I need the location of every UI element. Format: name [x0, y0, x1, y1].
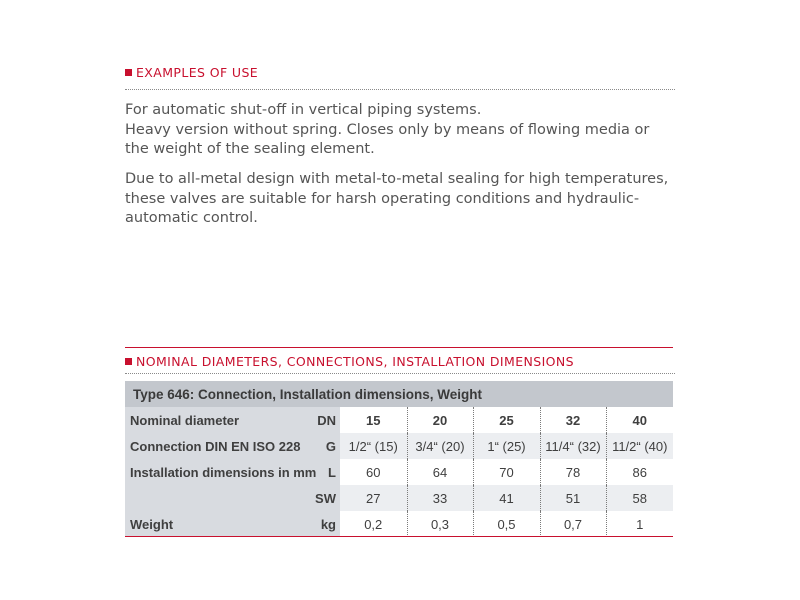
dotted-divider: [125, 373, 675, 374]
examples-paragraph-1: [125, 101, 685, 160]
table-cell: 1/2“ (15): [340, 433, 407, 459]
table-cell: 70: [473, 459, 540, 485]
table-cell: 64: [407, 459, 473, 485]
table-cell: 51: [540, 485, 606, 511]
table-cell: 15: [340, 407, 407, 433]
text-line: the weight of the sealing element.: [125, 141, 375, 157]
table-cell: 86: [606, 459, 673, 485]
table-cell: 3/4“ (20): [407, 433, 473, 459]
table-cell: 58: [606, 485, 673, 511]
dotted-divider: [125, 89, 675, 90]
table-title-row: [125, 381, 673, 407]
red-divider: [125, 347, 673, 348]
row-label: Nominal diameter: [125, 407, 310, 433]
table-cell: 33: [407, 485, 473, 511]
table-cell: 1: [606, 511, 673, 537]
row-label: Installation dimensions in mm: [125, 459, 310, 485]
row-label: [125, 485, 310, 511]
bullet-square-icon: [125, 358, 132, 365]
table-cell: 40: [606, 407, 673, 433]
text-line: automatic control.: [125, 210, 258, 226]
dimensions-heading-text: NOMINAL DIAMETERS, CONNECTIONS, INSTALLATION DIMENSIONS: [136, 354, 574, 369]
text-line: Heavy version without spring. Closes only by means of flowing media or: [125, 121, 650, 138]
row-label: Connection DIN EN ISO 228: [125, 433, 310, 459]
table-cell: 1“ (25): [473, 433, 540, 459]
table-cell: 32: [540, 407, 606, 433]
table-cell: 78: [540, 459, 606, 485]
table-cell: 60: [340, 459, 407, 485]
red-divider: [125, 536, 673, 537]
table-cell: 20: [407, 407, 473, 433]
examples-paragraph-2: [125, 170, 685, 229]
text-line: Due to all-metal design with metal-to-metal sealing for high temperatures,: [125, 171, 669, 187]
table-row: [125, 459, 673, 485]
row-unit: kg: [310, 511, 340, 537]
examples-heading: [125, 65, 675, 80]
bullet-square-icon: [125, 69, 132, 76]
text-line: these valves are suitable for harsh operating conditions and hydraulic-: [125, 190, 640, 207]
table-cell: 0,5: [473, 511, 540, 537]
table-cell: 11/2“ (40): [606, 433, 673, 459]
table-cell: 25: [473, 407, 540, 433]
row-unit: DN: [310, 407, 340, 433]
table-cell: 11/4“ (32): [540, 433, 606, 459]
table-cell: 0,2: [340, 511, 407, 537]
table-title: Type 646: Connection, Installation dimensions, Weight: [125, 381, 673, 407]
table-row: [125, 407, 673, 433]
dimensions-table: [125, 381, 673, 537]
table-row: [125, 485, 673, 511]
table-cell: 27: [340, 485, 407, 511]
row-unit: SW: [310, 485, 340, 511]
row-label: Weight: [125, 511, 310, 537]
dimensions-heading: [125, 354, 675, 369]
table-cell: 0,3: [407, 511, 473, 537]
examples-heading-text: EXAMPLES OF USE: [136, 65, 259, 80]
table-cell: 41: [473, 485, 540, 511]
table-cell: 0,7: [540, 511, 606, 537]
row-unit: L: [310, 459, 340, 485]
table-row: [125, 511, 673, 537]
row-unit: G: [310, 433, 340, 459]
table-row: [125, 433, 673, 459]
text-line: For automatic shut-off in vertical piping systems.: [125, 102, 482, 118]
